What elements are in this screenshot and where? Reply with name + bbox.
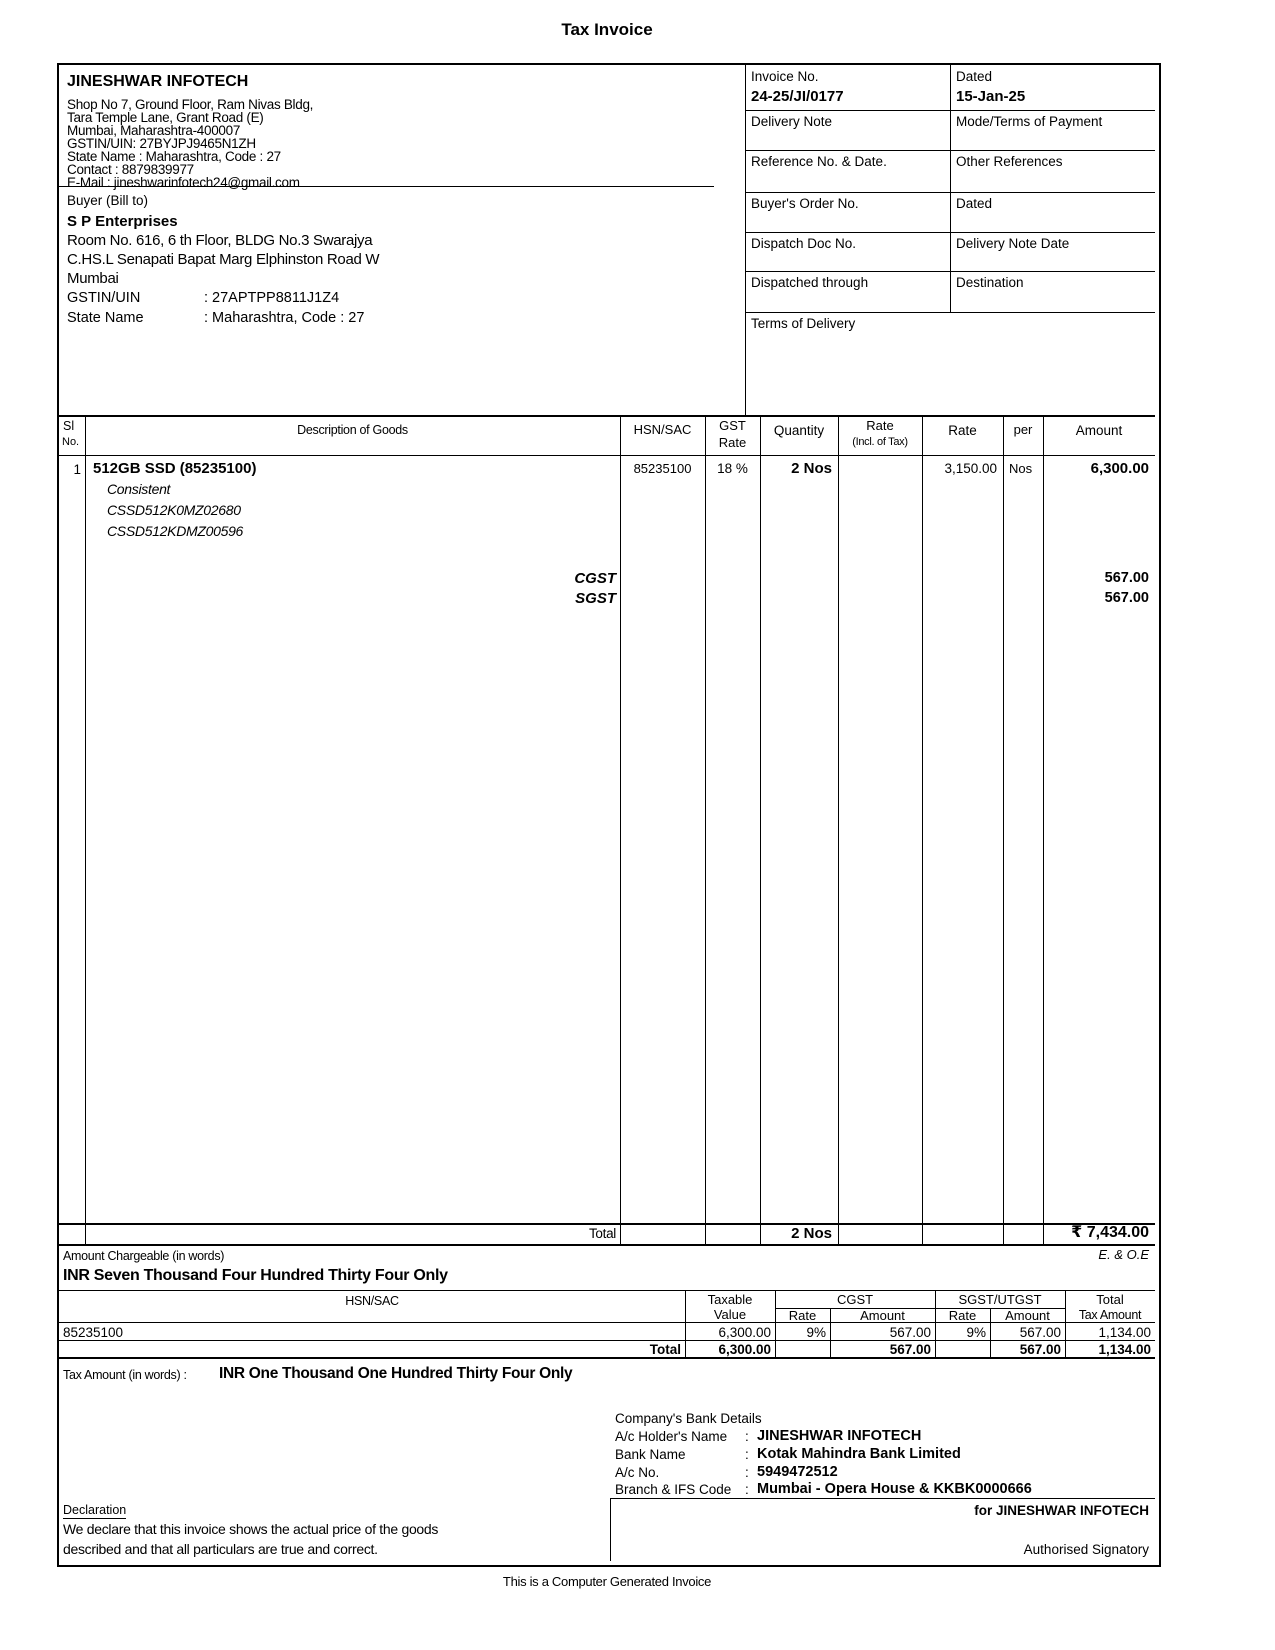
authorised-signatory-label: Authorised Signatory bbox=[1023, 1542, 1149, 1557]
tax-row-cgst-rate: 9% bbox=[806, 1325, 826, 1340]
col-header-per: per bbox=[1013, 422, 1033, 437]
divider-line bbox=[745, 65, 746, 415]
tax-col-total: Total bbox=[1096, 1292, 1124, 1307]
tax-words-value: INR One Thousand One Hundred Thirty Four Only bbox=[219, 1365, 573, 1382]
tax-col-sgst-amount: Amount bbox=[1005, 1308, 1050, 1323]
divider-line bbox=[745, 150, 1155, 151]
divider-line bbox=[745, 232, 1155, 233]
tax-total-sgst-amount: 567.00 bbox=[1019, 1342, 1061, 1357]
items-total-label: Total bbox=[588, 1226, 616, 1241]
bank-branch-label: Branch & IFS Code bbox=[615, 1482, 732, 1497]
dated-value: 15-Jan-25 bbox=[956, 88, 1026, 105]
terms-of-delivery-label: Terms of Delivery bbox=[751, 316, 856, 331]
eoe-note: E. & O.E bbox=[1098, 1247, 1149, 1262]
divider-line bbox=[760, 415, 761, 1244]
tax-col-cgst-rate: Rate bbox=[788, 1308, 817, 1323]
divider-line bbox=[59, 1290, 1155, 1291]
divider-line bbox=[59, 1223, 1155, 1225]
divider-line bbox=[59, 455, 1155, 456]
invoice-no-label: Invoice No. bbox=[751, 69, 819, 84]
tax-row-taxable: 6,300.00 bbox=[718, 1325, 771, 1340]
col-header-gst-rate: Rate bbox=[718, 435, 747, 450]
items-total-quantity: 2 Nos bbox=[791, 1225, 832, 1242]
tax-col-total-amount: Tax Amount bbox=[1078, 1308, 1142, 1322]
tax-row-total: 1,134.00 bbox=[1098, 1325, 1151, 1340]
invoice-border-box bbox=[57, 63, 1161, 1567]
dispatched-through-label: Dispatched through bbox=[751, 275, 869, 290]
amount-words-value: INR Seven Thousand Four Hundred Thirty Four Only bbox=[63, 1267, 448, 1284]
buyers-order-label: Buyer's Order No. bbox=[751, 196, 859, 211]
item-tax-label-sgst: SGST bbox=[575, 590, 616, 607]
item-quantity: 2 Nos bbox=[791, 460, 832, 477]
seller-email: E-Mail : jineshwarinfotech24@gmail.com bbox=[67, 175, 300, 190]
item-desc-line: CSSD512K0MZ02680 bbox=[107, 502, 241, 518]
col-header-sl: Sl bbox=[63, 419, 75, 433]
divider-line bbox=[705, 415, 706, 1244]
seller-address-line: Shop No 7, Ground Floor, Ram Nivas Bldg, bbox=[67, 97, 314, 112]
seller-gstin: GSTIN/UIN: 27BYJPJ9465N1ZH bbox=[67, 136, 256, 151]
divider-line bbox=[1043, 415, 1044, 1244]
destination-label: Destination bbox=[956, 275, 1024, 290]
bank-colon: : bbox=[745, 1429, 749, 1444]
buyer-address-line: C.HS.L Senapati Bapat Marg Elphinston Road W bbox=[67, 251, 380, 268]
divider-line bbox=[620, 415, 621, 1244]
declaration-line: We declare that this invoice shows the actual price of the goods bbox=[63, 1521, 439, 1537]
items-total-amount: ₹ 7,434.00 bbox=[1071, 1224, 1149, 1241]
col-header-amount: Amount bbox=[1075, 423, 1123, 438]
buyer-name: S P Enterprises bbox=[67, 213, 178, 230]
tax-row-cgst-amount: 567.00 bbox=[889, 1325, 931, 1340]
item-gst-rate: 18 % bbox=[717, 461, 748, 476]
bank-holder-label: A/c Holder's Name bbox=[615, 1429, 728, 1444]
divider-line bbox=[85, 415, 86, 1244]
col-header-gst: GST bbox=[719, 418, 746, 433]
bank-colon: : bbox=[745, 1482, 749, 1497]
divider-line bbox=[745, 312, 1155, 313]
tax-col-sgst: SGST/UTGST bbox=[958, 1292, 1042, 1307]
divider-line bbox=[745, 271, 1155, 272]
divider-line bbox=[610, 1498, 1155, 1499]
buyer-address-line: Room No. 616, 6 th Floor, BLDG No.3 Swarajya bbox=[67, 232, 373, 249]
tax-col-hsn: HSN/SAC bbox=[345, 1294, 399, 1308]
item-hsn: 85235100 bbox=[633, 461, 692, 476]
dated2-label: Dated bbox=[956, 196, 993, 211]
tax-col-taxable-value: Value bbox=[713, 1307, 747, 1322]
tax-total-amount: 1,134.00 bbox=[1098, 1342, 1151, 1357]
seller-name: JINESHWAR INFOTECH bbox=[67, 73, 249, 90]
seller-address-line: Tara Temple Lane, Grant Road (E) bbox=[67, 110, 264, 125]
divider-line bbox=[610, 1498, 611, 1561]
tax-col-sgst-rate: Rate bbox=[948, 1308, 977, 1323]
delivery-note-date-label: Delivery Note Date bbox=[956, 236, 1070, 251]
seller-contact: Contact : 8879839977 bbox=[67, 162, 194, 177]
divider-line bbox=[922, 415, 923, 1244]
buyer-state-label: State Name bbox=[67, 310, 144, 326]
divider-line bbox=[950, 65, 951, 312]
buyer-section-label: Buyer (Bill to) bbox=[67, 193, 149, 208]
tax-words-label: Tax Amount (in words) : bbox=[63, 1368, 187, 1382]
item-desc-line: CSSD512KDMZ00596 bbox=[107, 523, 244, 539]
declaration-line: described and that all particulars are true and correct. bbox=[63, 1541, 378, 1557]
col-header-rate-incl: Rate bbox=[866, 418, 894, 433]
seller-address-line: Mumbai, Maharashtra-400007 bbox=[67, 123, 241, 138]
footer-note: This is a Computer Generated Invoice bbox=[502, 1574, 712, 1589]
divider-line bbox=[1003, 415, 1004, 1244]
col-header-quantity: Quantity bbox=[773, 423, 825, 438]
buyer-gstin-value: : 27APTPP8811J1Z4 bbox=[204, 290, 340, 306]
bank-holder-value: JINESHWAR INFOTECH bbox=[757, 1428, 922, 1444]
tax-col-taxable: Taxable bbox=[707, 1292, 753, 1307]
tax-row-sgst-amount: 567.00 bbox=[1019, 1325, 1061, 1340]
col-header-rate: Rate bbox=[948, 423, 977, 438]
buyer-state-value: : Maharashtra, Code : 27 bbox=[204, 310, 365, 326]
other-references-label: Other References bbox=[956, 154, 1063, 169]
seller-state: State Name : Maharashtra, Code : 27 bbox=[67, 149, 281, 164]
item-sl-no: 1 bbox=[73, 462, 81, 477]
tax-total-cgst-amount: 567.00 bbox=[889, 1342, 931, 1357]
item-tax-amount-sgst: 567.00 bbox=[1104, 590, 1149, 606]
divider-line bbox=[59, 415, 1155, 417]
declaration-title-text: Declaration bbox=[63, 1503, 127, 1517]
col-header-hsn: HSN/SAC bbox=[633, 422, 692, 437]
bank-details-title: Company's Bank Details bbox=[615, 1411, 762, 1426]
item-tax-amount-cgst: 567.00 bbox=[1104, 570, 1149, 586]
tax-row-hsn: 85235100 bbox=[63, 1325, 124, 1340]
page-title: Tax Invoice bbox=[561, 20, 653, 39]
declaration-title bbox=[63, 1503, 126, 1517]
divider-line bbox=[745, 192, 1155, 193]
bank-branch-value: Mumbai - Opera House & KKBK0000666 bbox=[757, 1481, 1032, 1497]
delivery-note-label: Delivery Note bbox=[751, 114, 833, 129]
bank-account-value: 5949472512 bbox=[757, 1464, 838, 1480]
tax-total-label: Total bbox=[649, 1342, 681, 1357]
bank-colon: : bbox=[745, 1447, 749, 1462]
bank-colon: : bbox=[745, 1465, 749, 1480]
divider-line bbox=[59, 1244, 1155, 1246]
item-tax-label-cgst: CGST bbox=[574, 570, 616, 587]
tax-total-taxable: 6,300.00 bbox=[718, 1342, 771, 1357]
tax-row-sgst-rate: 9% bbox=[966, 1325, 986, 1340]
payment-mode-label: Mode/Terms of Payment bbox=[956, 114, 1103, 129]
amount-words-label: Amount Chargeable (in words) bbox=[63, 1249, 225, 1263]
item-rate: 3,150.00 bbox=[944, 461, 997, 476]
bank-name-value: Kotak Mahindra Bank Limited bbox=[757, 1446, 961, 1462]
reference-label: Reference No. & Date. bbox=[751, 154, 887, 169]
col-header-sl-no: No. bbox=[62, 436, 80, 448]
bank-name-label: Bank Name bbox=[615, 1447, 686, 1462]
item-per: Nos bbox=[1009, 461, 1033, 476]
bank-account-label: A/c No. bbox=[615, 1465, 660, 1480]
buyer-gstin-label: GSTIN/UIN bbox=[67, 290, 141, 306]
item-amount: 6,300.00 bbox=[1090, 460, 1149, 477]
dispatch-doc-label: Dispatch Doc No. bbox=[751, 236, 857, 251]
signature-for-line: for JINESHWAR INFOTECH bbox=[974, 1503, 1149, 1518]
col-header-description: Description of Goods bbox=[297, 423, 408, 437]
col-header-rate-incl-sub: (Incl. of Tax) bbox=[852, 436, 908, 448]
dated-label: Dated bbox=[956, 69, 993, 84]
buyer-address-line: Mumbai bbox=[67, 270, 119, 287]
item-desc-line: Consistent bbox=[107, 481, 171, 497]
tax-col-cgst: CGST bbox=[836, 1292, 874, 1307]
divider-line bbox=[745, 110, 1155, 111]
invoice-no-value: 24-25/JI/0177 bbox=[751, 88, 844, 105]
item-name: 512GB SSD (85235100) bbox=[93, 460, 257, 477]
divider-line bbox=[838, 415, 839, 1244]
tax-col-cgst-amount: Amount bbox=[860, 1308, 905, 1323]
